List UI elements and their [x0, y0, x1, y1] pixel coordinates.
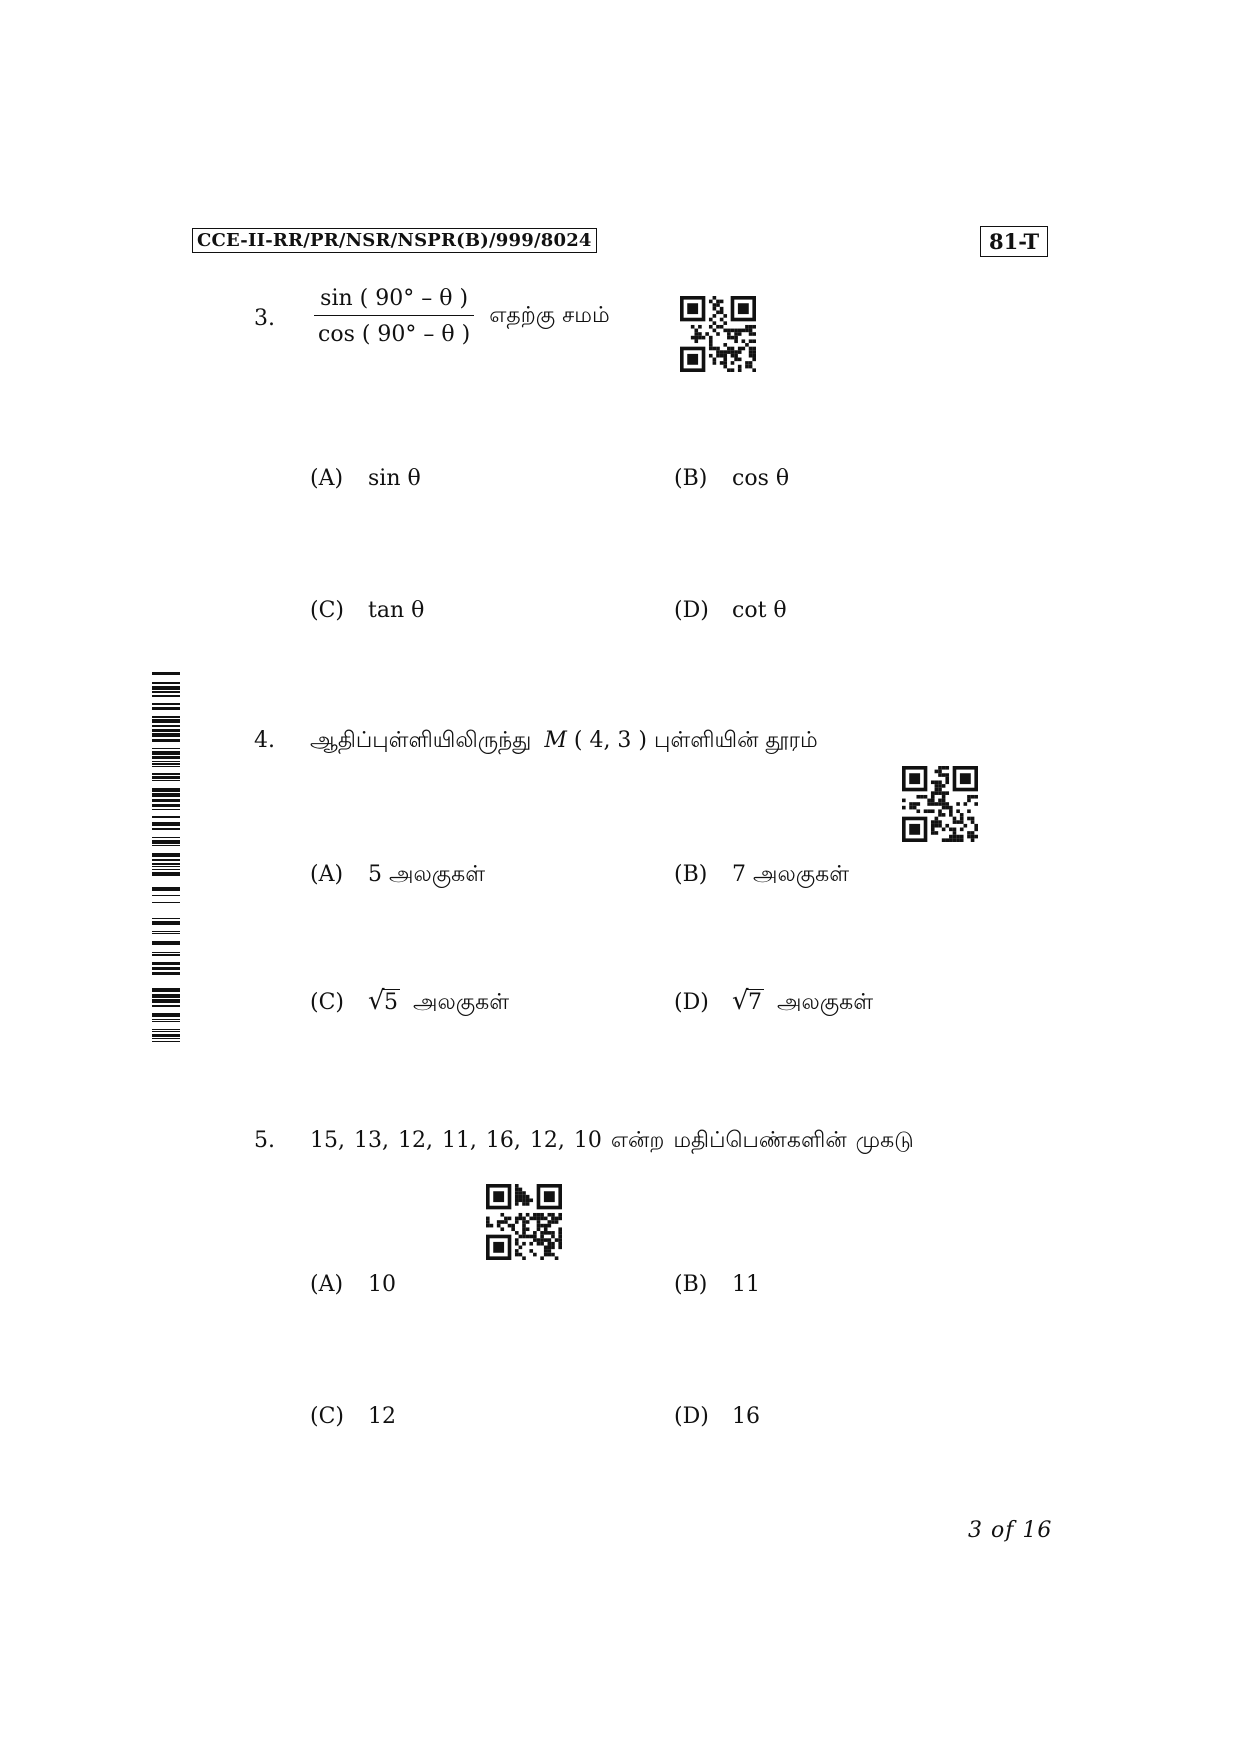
option-label: (B) — [674, 862, 708, 887]
question-4-option-b[interactable] — [674, 862, 849, 890]
question-4-point-coords: ( 4, 3 ) — [573, 728, 648, 753]
option-text: tan θ — [368, 598, 425, 623]
qr-code-icon — [680, 296, 756, 372]
question-3-option-a[interactable] — [310, 466, 421, 491]
option-text: 11 — [732, 1272, 760, 1297]
option-label: (C) — [310, 598, 344, 623]
question-4-stem — [310, 728, 818, 756]
radical-icon: √ — [368, 986, 385, 1016]
side-barcode-icon — [152, 672, 180, 1042]
question-4-point-var: M — [544, 728, 567, 753]
qr-code-icon — [486, 1184, 562, 1260]
option-label: (C) — [310, 990, 344, 1015]
question-3-stem — [314, 286, 610, 347]
option-text: 10 — [368, 1272, 396, 1297]
option-label: (B) — [674, 466, 708, 491]
option-label: (A) — [310, 466, 344, 491]
option-label: (D) — [674, 990, 709, 1015]
radicand: 5 — [384, 990, 398, 1015]
option-text: sin θ — [368, 466, 421, 491]
question-4-stem-pre: ஆதிப்புள்ளியிலிருந்து — [310, 728, 532, 753]
qr-code-icon — [902, 766, 978, 842]
question-3-denominator: cos ( 90° – θ ) — [318, 322, 471, 347]
option-text: 16 — [732, 1404, 760, 1429]
question-3-number: 3. — [254, 306, 275, 331]
option-text: அலகுகள் — [777, 990, 874, 1015]
question-4-stem-post: புள்ளியின் தூரம் — [654, 728, 818, 753]
option-text: cos θ — [732, 466, 790, 491]
question-3-option-b[interactable] — [674, 466, 789, 491]
paper-code: 81-T — [980, 226, 1048, 257]
option-label: (B) — [674, 1272, 708, 1297]
question-4-number: 4. — [254, 728, 275, 753]
option-text: cot θ — [732, 598, 787, 623]
option-text: 12 — [368, 1404, 396, 1429]
option-text: அலகுகள் — [413, 990, 510, 1015]
question-4-option-d[interactable] — [674, 986, 874, 1018]
page-number: 3 of 16 — [968, 1518, 1053, 1543]
sqrt-expression — [368, 986, 400, 1016]
question-3-fraction — [314, 286, 474, 347]
question-3-option-c[interactable] — [310, 598, 424, 623]
question-5-option-a[interactable] — [310, 1272, 396, 1297]
option-label: (A) — [310, 862, 344, 887]
question-5-option-d[interactable] — [674, 1404, 760, 1429]
option-label: (C) — [310, 1404, 344, 1429]
question-5-stem: 15, 13, 12, 11, 16, 12, 10 என்ற மதிப்பெண்களின் முகடு — [310, 1128, 914, 1153]
question-3-numerator: sin ( 90° – θ ) — [314, 286, 474, 316]
question-5-option-c[interactable] — [310, 1404, 396, 1429]
question-3-suffix: எதற்கு சமம் — [489, 302, 610, 328]
option-label: (A) — [310, 1272, 344, 1297]
document-code: CCE-II-RR/PR/NSR/NSPR(B)/999/8024 — [192, 228, 597, 253]
option-text: 7 அலகுகள் — [732, 862, 850, 887]
option-label: (D) — [674, 598, 709, 623]
option-text: 5 அலகுகள் — [368, 862, 486, 887]
question-4-option-a[interactable] — [310, 862, 485, 890]
radicand: 7 — [748, 990, 762, 1015]
sqrt-expression — [732, 986, 764, 1016]
question-5-number: 5. — [254, 1128, 275, 1153]
question-4-option-c[interactable] — [310, 986, 510, 1018]
question-3-option-d[interactable] — [674, 598, 787, 623]
option-label: (D) — [674, 1404, 709, 1429]
question-5-option-b[interactable] — [674, 1272, 760, 1297]
radical-icon: √ — [732, 986, 749, 1016]
